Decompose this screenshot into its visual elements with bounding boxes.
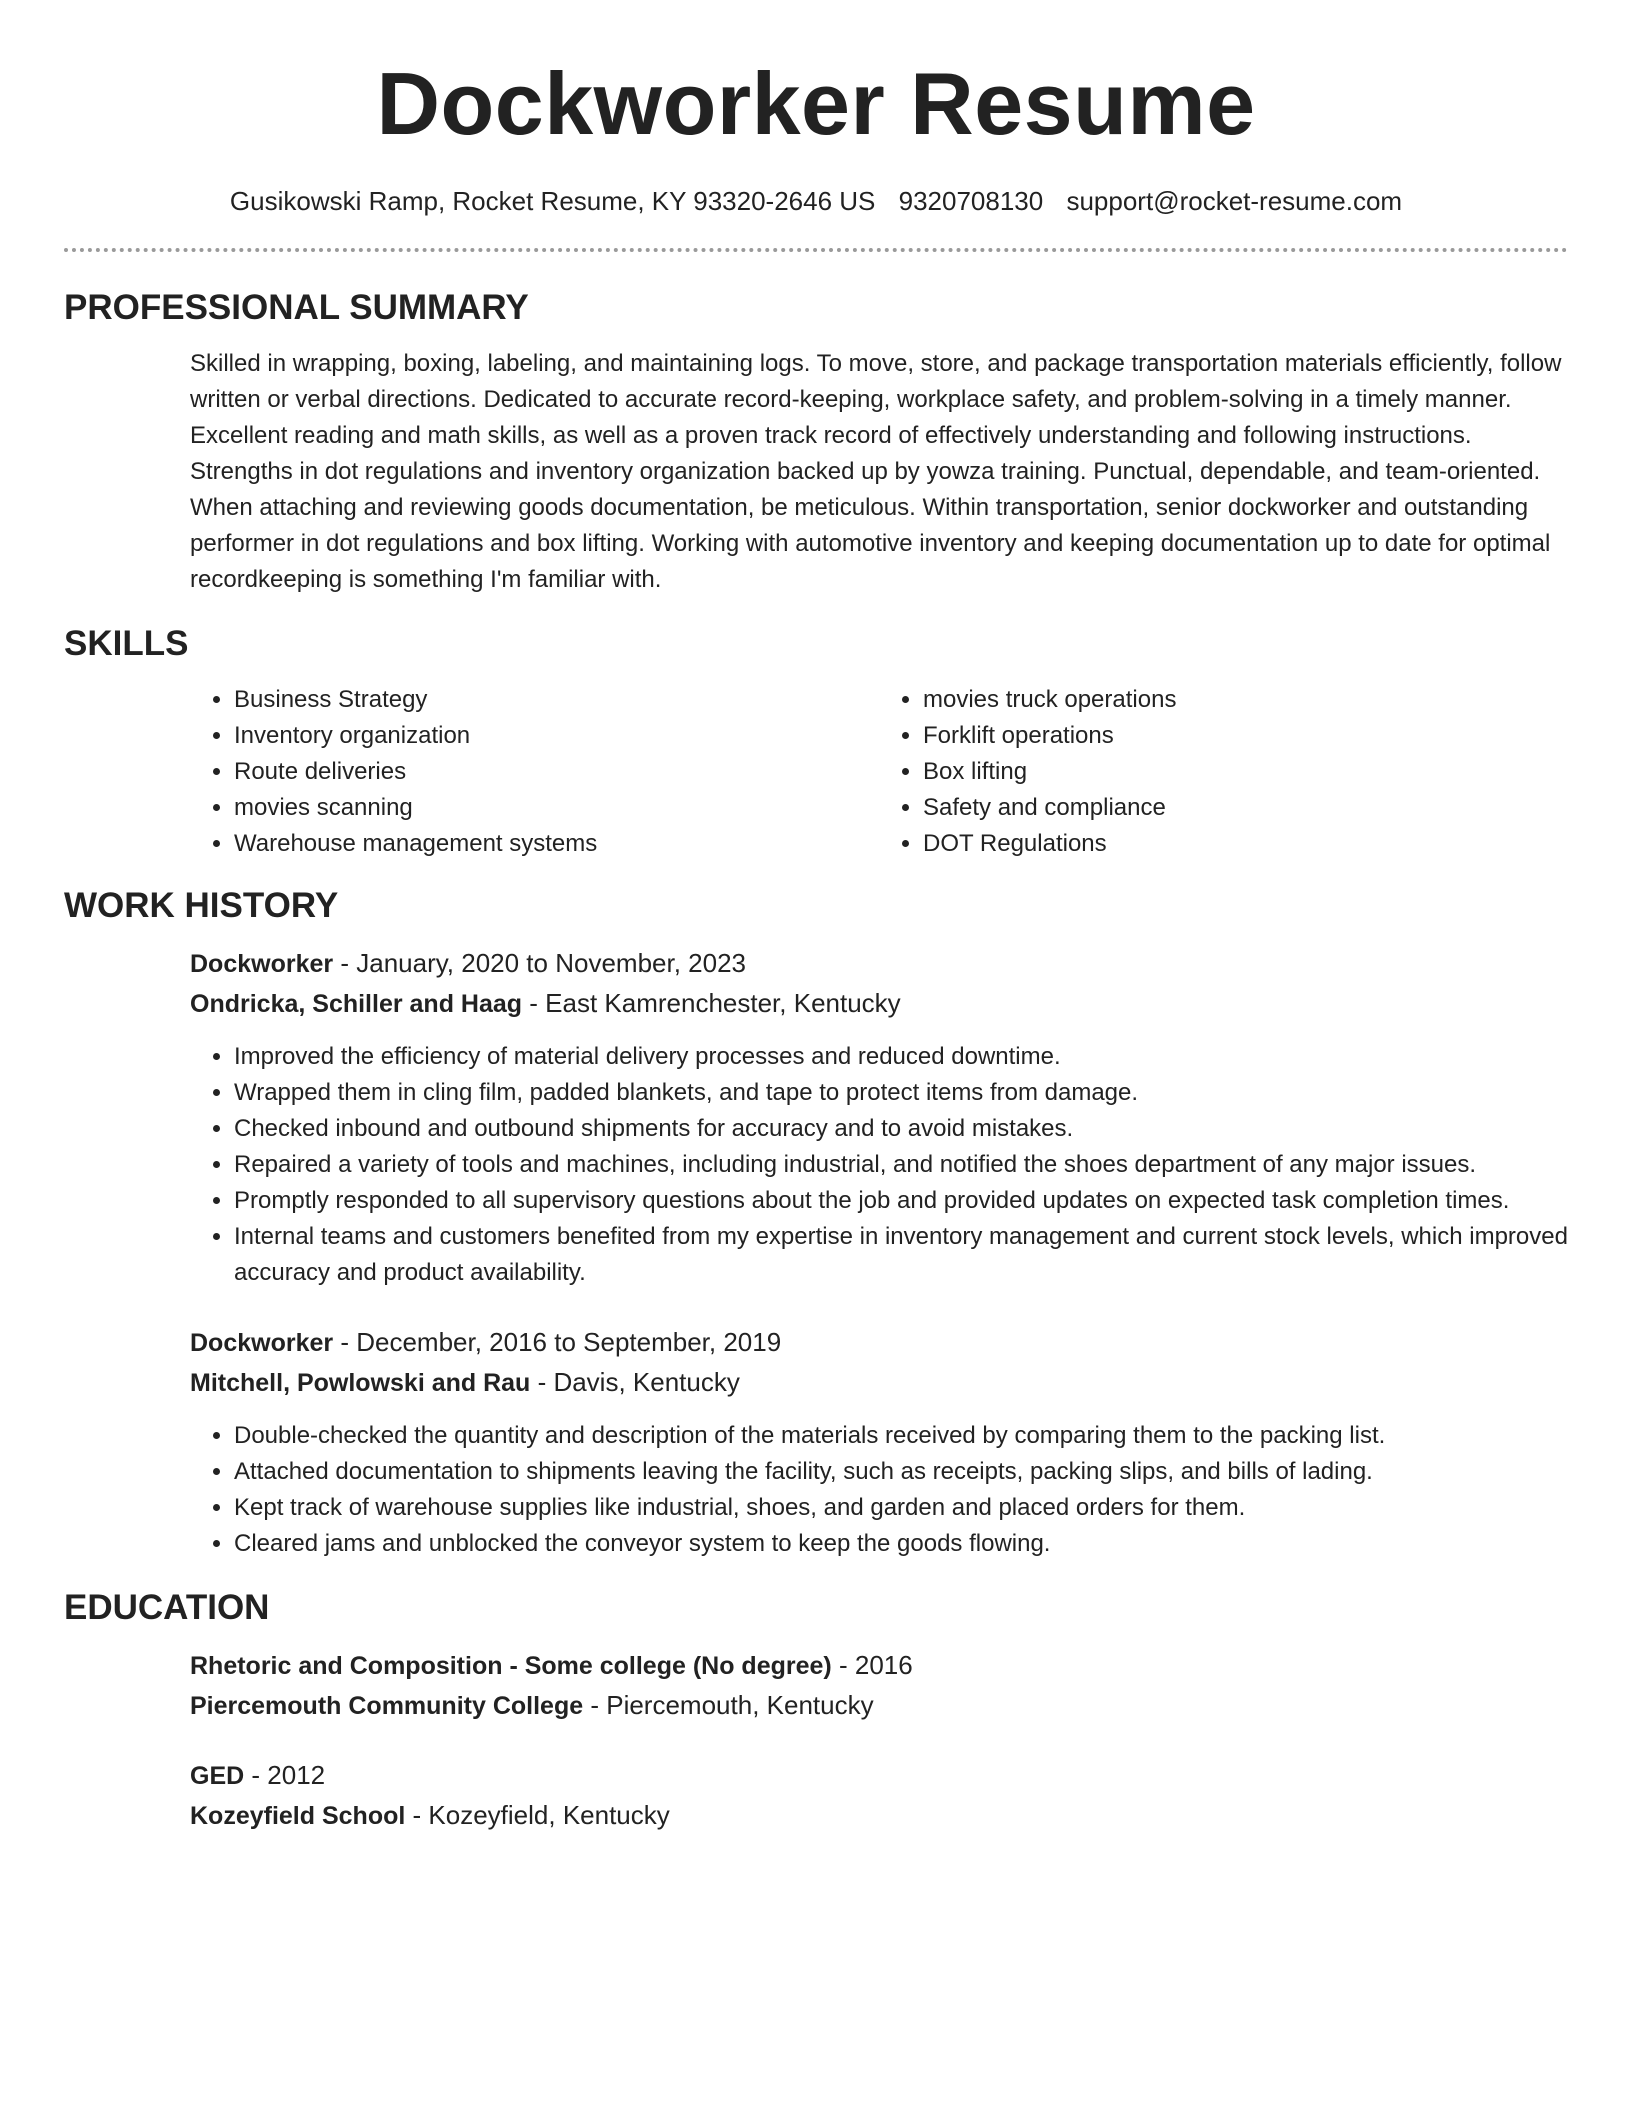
- skill-item: • DOT Regulations: [923, 826, 1568, 862]
- header-divider: [64, 248, 1568, 252]
- job-bullets: [190, 1039, 1568, 1291]
- skills-column-right: [879, 682, 1568, 862]
- job-bullet: • Cleared jams and unblocked the conveyor system to keep the goods flowing.: [234, 1526, 1568, 1562]
- resume-page: [64, 0, 1568, 1836]
- contact-line: [64, 184, 1568, 218]
- education-entry: [190, 1646, 1568, 1726]
- job-bullet: • Double-checked the quantity and description of the materials received by comparing them to the packing list.: [234, 1418, 1568, 1454]
- education-school: Kozeyfield School: [190, 1802, 406, 1830]
- skill-item: • Box lifting: [923, 754, 1568, 790]
- summary-heading: PROFESSIONAL SUMMARY: [64, 288, 529, 327]
- summary-text: Skilled in wrapping, boxing, labeling, and maintaining logs. To move, store, and package transportation materials efficiently, follow written or verbal directions. Dedicated to accurate record-keeping, workplace safety, and problem-solving in a timely manner. Excellent reading and math skills, as well as a proven track record of effectively understanding and following instructions. Strengths in dot regulations and inventory organization backed up by yowza training. Punctual, dependable, and team-oriented. When attaching and reviewing goods documentation, be meticulous. Within transportation, senior dockworker and outstanding performer in dot regulations and box lifting. Working with automotive inventory and keeping documentation up to date for optimal recordkeeping is something I'm familiar with.: [190, 350, 1562, 593]
- job-bullet: • Promptly responded to all supervisory questions about the job and provided updates on expected task completion times.: [234, 1183, 1568, 1219]
- education-entry: [190, 1756, 1568, 1836]
- page-title: Dockworker Resume: [376, 54, 1256, 153]
- job-company: Mitchell, Powlowski and Rau: [190, 1369, 531, 1397]
- skills-heading: SKILLS: [64, 624, 189, 663]
- job-location: - East Kamrenchester, Kentucky: [522, 988, 901, 1018]
- job-dates: - January, 2020 to November, 2023: [333, 948, 747, 978]
- job-title: Dockworker: [190, 950, 334, 978]
- education-year: - 2012: [244, 1760, 326, 1790]
- job-entry: [190, 944, 1568, 1291]
- education-school-line: [190, 1686, 1568, 1726]
- skill-item: • Warehouse management systems: [234, 826, 879, 862]
- job-title-line: [190, 1323, 1568, 1363]
- work-heading: WORK HISTORY: [64, 886, 339, 925]
- job-dates: - December, 2016 to September, 2019: [333, 1327, 782, 1357]
- job-company: Ondricka, Schiller and Haag: [190, 990, 523, 1018]
- education-degree-line: [190, 1756, 1568, 1796]
- job-entry: [190, 1323, 1568, 1562]
- education-year: - 2016: [831, 1650, 913, 1680]
- job-title: Dockworker: [190, 1329, 334, 1357]
- job-bullet: • Internal teams and customers benefited from my expertise in inventory management and current stock levels, which improved accuracy and product availability.: [234, 1219, 1568, 1291]
- education-degree: Rhetoric and Composition - Some college (No degree): [190, 1652, 832, 1680]
- skill-item: • Safety and compliance: [923, 790, 1568, 826]
- skill-item: • Business Strategy: [234, 682, 879, 718]
- skill-item: • Route deliveries: [234, 754, 879, 790]
- skills-column-left: [190, 682, 879, 862]
- education-location: - Piercemouth, Kentucky: [583, 1690, 874, 1720]
- job-company-line: [190, 984, 1568, 1024]
- email-link[interactable]: support@rocket-resume.com: [1066, 186, 1403, 216]
- job-bullet: • Repaired a variety of tools and machines, including industrial, and notified the shoes department of any major issues.: [234, 1147, 1568, 1183]
- skill-item: • Forklift operations: [923, 718, 1568, 754]
- skill-item: • Inventory organization: [234, 718, 879, 754]
- job-bullet: • Kept track of warehouse supplies like industrial, shoes, and garden and placed orders for them.: [234, 1490, 1568, 1526]
- skill-item: • movies scanning: [234, 790, 879, 826]
- job-bullet: • Improved the efficiency of material delivery processes and reduced downtime.: [234, 1039, 1568, 1075]
- job-title-line: [190, 944, 1568, 984]
- education-school-line: [190, 1796, 1568, 1836]
- education-school: Piercemouth Community College: [190, 1692, 584, 1720]
- skill-item: • movies truck operations: [923, 682, 1568, 718]
- job-bullet: • Wrapped them in cling film, padded blankets, and tape to protect items from damage.: [234, 1075, 1568, 1111]
- job-company-line: [190, 1363, 1568, 1403]
- job-bullet: • Attached documentation to shipments leaving the facility, such as receipts, packing slips, and bills of lading.: [234, 1454, 1568, 1490]
- job-location: - Davis, Kentucky: [530, 1367, 740, 1397]
- skills-list: [190, 682, 1568, 862]
- education-degree-line: [190, 1646, 1568, 1686]
- education-location: - Kozeyfield, Kentucky: [405, 1800, 670, 1830]
- job-bullet: • Checked inbound and outbound shipments for accuracy and to avoid mistakes.: [234, 1111, 1568, 1147]
- education-heading: EDUCATION: [64, 1588, 270, 1627]
- address-text: Gusikowski Ramp, Rocket Resume, KY 93320-2646 US: [229, 186, 876, 216]
- phone-text: 9320708130: [898, 186, 1044, 216]
- job-bullets: [190, 1418, 1568, 1562]
- education-degree: GED: [190, 1762, 245, 1790]
